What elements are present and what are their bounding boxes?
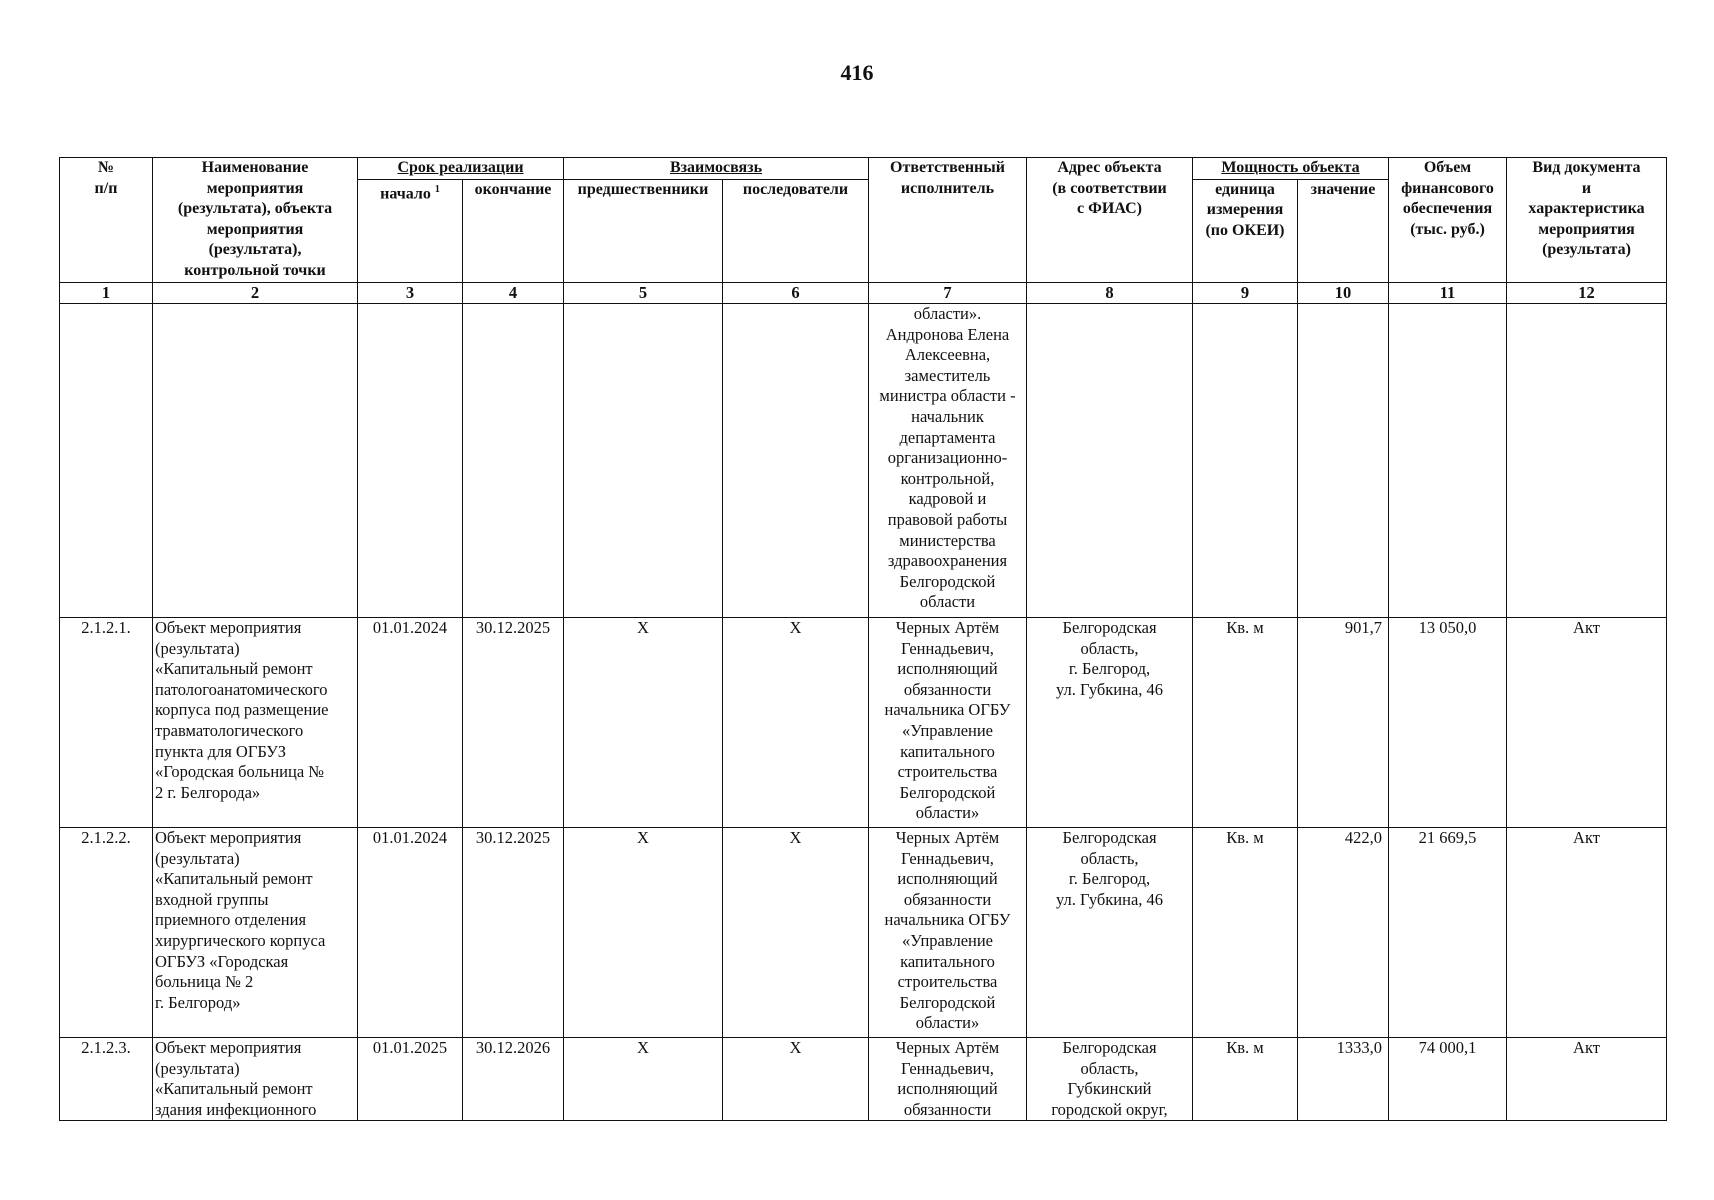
name-cell: Объект мероприятия (результата) «Капитальный ремонт патологоанатомического корпуса под размещение травматологического пункта для ОГБУЗ «Городская больница № 2 г. Белгорода» — [153, 618, 358, 828]
header-capacity — [1193, 158, 1389, 180]
column-number: 5 — [564, 282, 723, 304]
finance-cell: 21 669,5 — [1389, 828, 1507, 1038]
header-doc: Вид документа и характеристика мероприятия (результата) — [1507, 158, 1667, 283]
header-link — [564, 158, 869, 180]
row-number-cell: 2.1.2.3. — [60, 1038, 153, 1121]
table-cell — [358, 304, 463, 618]
table-cell — [1193, 304, 1298, 618]
table-cell — [1027, 304, 1193, 618]
header-term-end: окончание — [463, 179, 564, 282]
header-term-start-label: начало — [380, 184, 431, 202]
value-cell: 422,0 — [1298, 828, 1389, 1038]
column-numbers-row — [60, 282, 1667, 304]
column-number: 4 — [463, 282, 564, 304]
column-number: 11 — [1389, 282, 1507, 304]
column-number: 3 — [358, 282, 463, 304]
header-capacity-unit: единица измерения (по ОКЕИ) — [1193, 179, 1298, 282]
header-capacity-value: значение — [1298, 179, 1389, 282]
successors-cell: X — [723, 828, 869, 1038]
start-date-cell: 01.01.2024 — [358, 618, 463, 828]
table-cell — [1389, 304, 1507, 618]
table-row — [60, 1038, 1667, 1121]
column-number: 8 — [1027, 282, 1193, 304]
predecessors-cell: X — [564, 1038, 723, 1121]
column-number: 12 — [1507, 282, 1667, 304]
table-cell — [463, 304, 564, 618]
unit-cell: Кв. м — [1193, 618, 1298, 828]
table-cell — [60, 304, 153, 618]
predecessors-cell: X — [564, 618, 723, 828]
address-cell: Белгородская область, г. Белгород, ул. Губкина, 46 — [1027, 828, 1193, 1038]
responsible-cell: Черных Артём Геннадьевич, исполняющий обязанности начальника ОГБУ «Управление капитального строительства Белгородской области» — [869, 618, 1027, 828]
row-number-cell: 2.1.2.2. — [60, 828, 153, 1038]
table-cell — [564, 304, 723, 618]
successors-cell: X — [723, 618, 869, 828]
header-link-prev: предшественники — [564, 179, 723, 282]
end-date-cell: 30.12.2025 — [463, 828, 564, 1038]
header-num: № п/п — [60, 158, 153, 283]
document-cell: Акт — [1507, 618, 1667, 828]
responsible-cell: области». Андронова Елена Алексеевна, заместитель министра области - начальник департамента организационно- контрольной, кадровой и правовой работы министерства здравоохранения Белгородской области — [869, 304, 1027, 618]
header-address: Адрес объекта (в соответствии с ФИАС) — [1027, 158, 1193, 283]
header-finance: Объем финансового обеспечения (тыс. руб.) — [1389, 158, 1507, 283]
unit-cell: Кв. м — [1193, 1038, 1298, 1121]
table-row — [60, 828, 1667, 1038]
column-number: 6 — [723, 282, 869, 304]
name-cell: Объект мероприятия (результата) «Капитальный ремонт здания инфекционного — [153, 1038, 358, 1121]
header-responsible: Ответственный исполнитель — [869, 158, 1027, 283]
finance-cell: 74 000,1 — [1389, 1038, 1507, 1121]
header-name: Наименование мероприятия (результата), объекта мероприятия (результата), контрольной точки — [153, 158, 358, 283]
document-cell: Акт — [1507, 1038, 1667, 1121]
value-cell: 901,7 — [1298, 618, 1389, 828]
page-number: 416 — [840, 60, 874, 85]
name-cell: Объект мероприятия (результата) «Капитальный ремонт входной группы приемного отделения хирургического корпуса ОГБУЗ «Городская больница № 2 г. Белгород» — [153, 828, 358, 1038]
table-cell — [153, 304, 358, 618]
table-cell — [723, 304, 869, 618]
header-link-next: последователи — [723, 179, 869, 282]
column-number: 1 — [60, 282, 153, 304]
start-date-cell: 01.01.2025 — [358, 1038, 463, 1121]
value-cell: 1333,0 — [1298, 1038, 1389, 1121]
document-cell: Акт — [1507, 828, 1667, 1038]
address-cell: Белгородская область, г. Белгород, ул. Губкина, 46 — [1027, 618, 1193, 828]
end-date-cell: 30.12.2025 — [463, 618, 564, 828]
table-row — [60, 618, 1667, 828]
responsible-cell: Черных Артём Геннадьевич, исполняющий обязанности — [869, 1038, 1027, 1121]
column-number: 10 — [1298, 282, 1389, 304]
header-term — [358, 158, 564, 180]
activities-table — [59, 157, 1667, 1121]
table-cell — [1298, 304, 1389, 618]
address-cell: Белгородская область, Губкинский городской округ, — [1027, 1038, 1193, 1121]
table-cell — [1507, 304, 1667, 618]
footnote-mark: 1 — [434, 183, 440, 195]
responsible-cell: Черных Артём Геннадьевич, исполняющий обязанности начальника ОГБУ «Управление капитального строительства Белгородской области» — [869, 828, 1027, 1038]
successors-cell: X — [723, 1038, 869, 1121]
unit-cell: Кв. м — [1193, 828, 1298, 1038]
table-row-continued — [60, 304, 1667, 618]
column-number: 9 — [1193, 282, 1298, 304]
row-number-cell: 2.1.2.1. — [60, 618, 153, 828]
header-link-label: Взаимосвязь — [669, 159, 763, 176]
column-number: 2 — [153, 282, 358, 304]
predecessors-cell: X — [564, 828, 723, 1038]
finance-cell: 13 050,0 — [1389, 618, 1507, 828]
header-term-start — [358, 179, 463, 282]
end-date-cell: 30.12.2026 — [463, 1038, 564, 1121]
start-date-cell: 01.01.2024 — [358, 828, 463, 1038]
header-term-label: Срок реализации — [397, 159, 524, 176]
header-capacity-label: Мощность объекта — [1221, 159, 1360, 176]
column-number: 7 — [869, 282, 1027, 304]
